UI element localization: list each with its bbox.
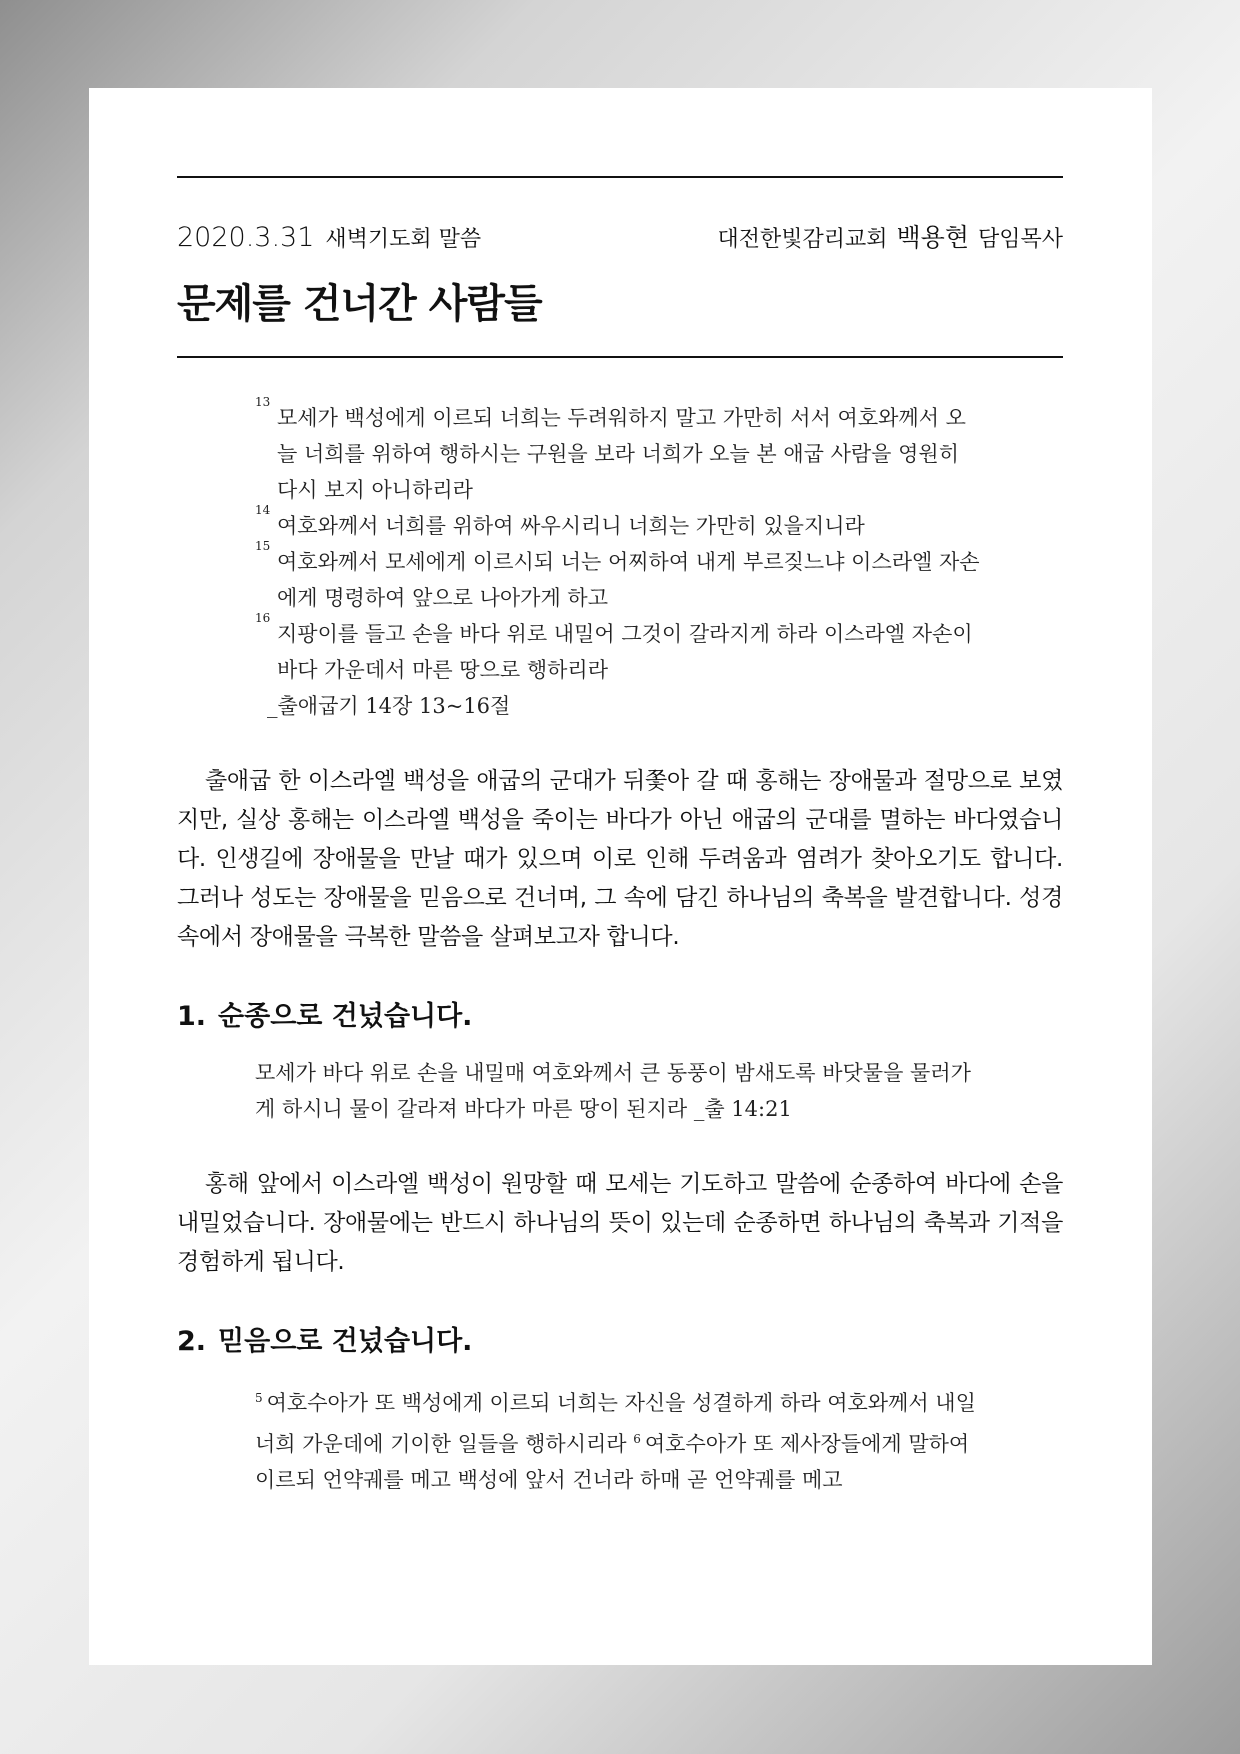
section-title: 순종으로 건넜습니다. xyxy=(218,1001,473,1032)
verse-number: 16 xyxy=(255,611,271,625)
scripture-passage xyxy=(255,395,985,724)
intro-paragraph xyxy=(177,762,1063,957)
verse-number: 13 xyxy=(255,395,271,409)
document-header xyxy=(177,218,1063,254)
verse-number: 6 xyxy=(633,1432,641,1446)
verse-text: 여호와께서 모세에게 이르시되 너는 어찌하여 내게 부르짖느냐 이스라엘 자손에게 명령하여 앞으로 나아가게 하고 xyxy=(277,550,980,610)
verse-number: 14 xyxy=(255,503,271,517)
section-heading-2 xyxy=(177,1320,1063,1364)
section-heading-1 xyxy=(177,995,1063,1039)
scripture-reference: _출애굽기 14장 13~16절 xyxy=(267,694,511,718)
section-number: 2. xyxy=(177,1326,207,1357)
scripture-verse xyxy=(255,395,985,508)
section2-scripture xyxy=(255,1380,985,1498)
pastor-title: 담임목사 xyxy=(977,227,1063,252)
section1-scripture: 모세가 바다 위로 손을 내밀매 여호와께서 큰 동풍이 밤새도록 바닷물을 물러가게 하시니 물이 갈라져 바다가 마른 땅이 된지라 _출 14:21 xyxy=(255,1061,971,1121)
pastor-name: 백용현 xyxy=(896,223,969,252)
scripture-verse xyxy=(255,611,985,688)
verse-text: 여호수아가 또 백성에게 이르되 너희는 자신을 성결하게 하라 여호와께서 내일 너희 가운데에 기이한 일들을 행하시리라 xyxy=(255,1391,976,1456)
verse-number: 15 xyxy=(255,539,271,553)
church-name: 대전한빛감리교회 xyxy=(717,227,888,252)
section-number: 1. xyxy=(177,1001,207,1032)
service-name: 새벽기도회 말씀 xyxy=(325,227,482,252)
top-rule xyxy=(177,176,1063,178)
scripture-verse xyxy=(255,503,985,544)
section1-paragraph xyxy=(177,1165,1063,1282)
preacher-info xyxy=(718,218,1064,254)
sermon-title: 문제를 건너간 사람들 xyxy=(177,281,542,327)
verse-text: 모세가 백성에게 이르되 너희는 두려워하지 말고 가만히 서서 여호와께서 오늘 너희를 위하여 행하시는 구원을 보라 너희가 오늘 본 애굽 사람을 영원히 다시 보지 아니하리라 xyxy=(277,406,966,502)
service-info xyxy=(177,222,481,253)
verse-text: 여호와께서 너희를 위하여 싸우시리니 너희는 가만히 있을지니라 xyxy=(277,514,865,538)
section-title: 믿음으로 건넜습니다. xyxy=(218,1326,473,1357)
verse-text: 여호수아가 또 제사장들에게 말하여 이르되 언약궤를 메고 백성에 앞서 건너라 하매 곧 언약궤를 메고 xyxy=(255,1432,970,1492)
verse-number: 5 xyxy=(255,1391,263,1405)
page-content xyxy=(177,176,1063,1498)
verse-text: 지팡이를 들고 손을 바다 위로 내밀어 그것이 갈라지게 하라 이스라엘 자손이 바다 가운데서 마른 땅으로 행하리라 xyxy=(277,622,973,682)
section1-body: 홍해 앞에서 이스라엘 백성이 원망할 때 모세는 기도하고 말씀에 순종하여 바다에 손을 내밀었습니다. 장애물에는 반드시 하나님의 뜻이 있는데 순종하면 하나님의 축복과 기적을 경험하게 됩니다. xyxy=(177,1171,1063,1275)
scripture-verse xyxy=(255,539,985,616)
title-rule xyxy=(177,356,1063,358)
document-page xyxy=(89,88,1152,1665)
service-date: 2020.3.31 xyxy=(177,222,315,253)
intro-text: 출애굽 한 이스라엘 백성을 애굽의 군대가 뒤쫓아 갈 때 홍해는 장애물과 절망으로 보였지만, 실상 홍해는 이스라엘 백성을 죽이는 바다가 아닌 애굽의 군대를 멸하는 바다였습니다. 인생길에 장애물을 만날 때가 있으며 이로 인해 두려움과 염려가 찾아오기도 합니다. 그러나 성도는 장애물을 믿음으로 건너며, 그 속에 담긴 하나님의 축복을 발견합니다. 성경 속에서 장애물을 극복한 말씀을 살펴보고자 합니다. xyxy=(177,768,1063,950)
